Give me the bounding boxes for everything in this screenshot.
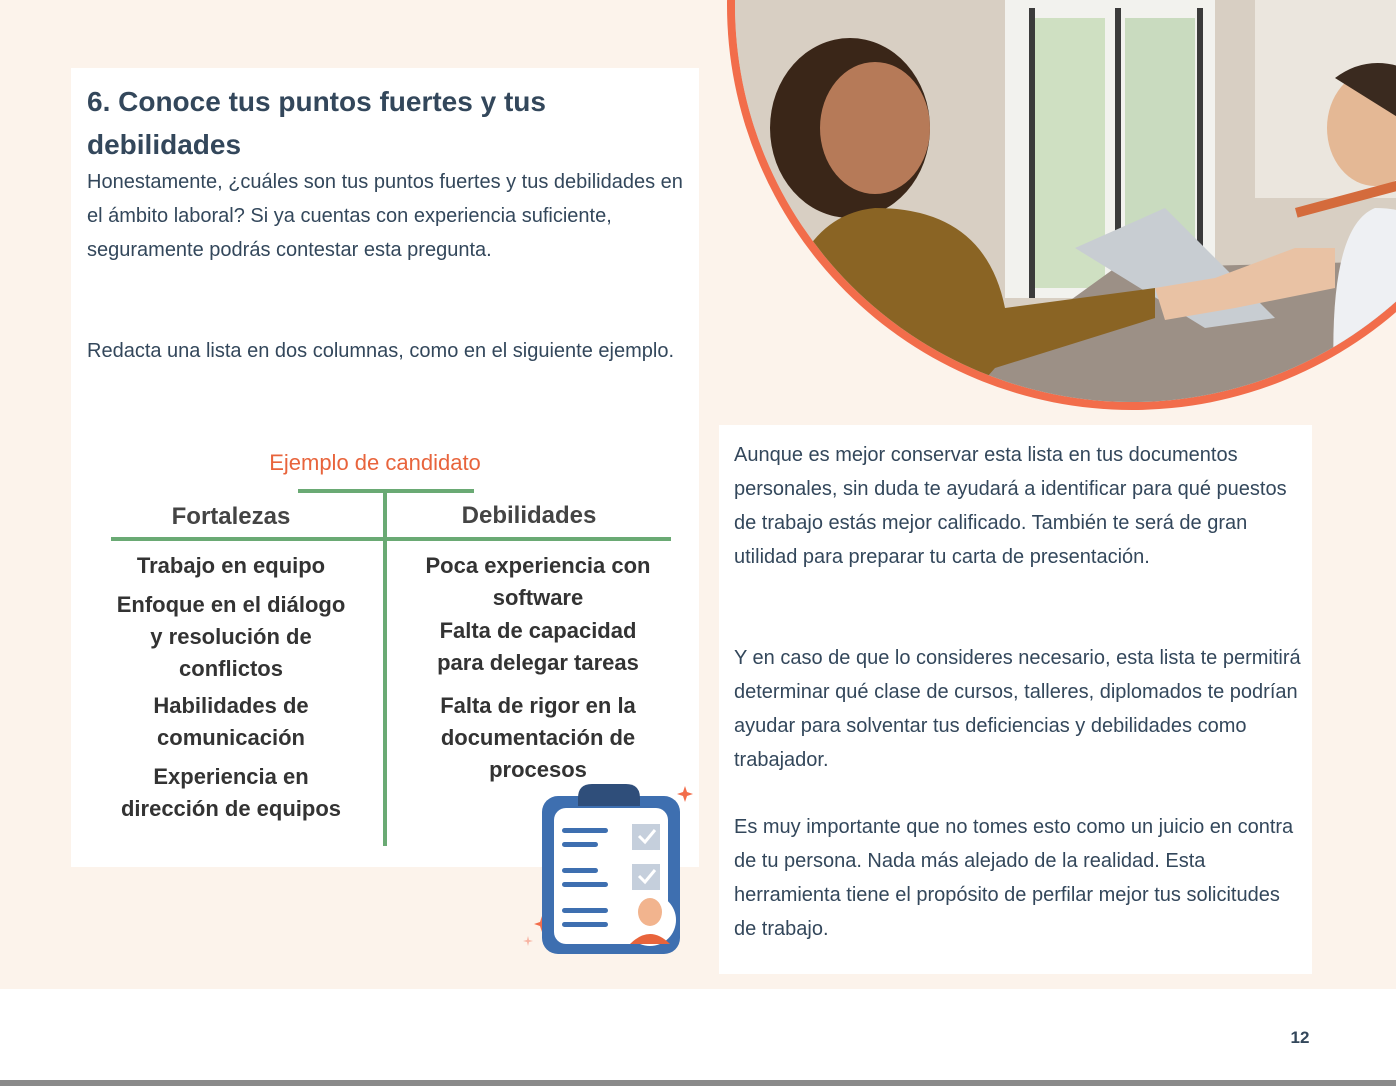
intro-paragraph: Honestamente, ¿cuáles son tus puntos fuertes y tus debilidades en el ámbito laboral? Si ya cuentas con experiencia suficiente, seguramente podrás contestar esta pregunta.: [87, 171, 683, 261]
weaknesses-header: Debilidades: [461, 502, 597, 529]
weakness-item: Poca experiencia con software: [425, 553, 651, 610]
strengths-header: Fortalezas: [171, 503, 291, 530]
right-paragraph-2: Y en caso de que lo consideres necesario, esta lista te permitirá determinar qué clase de cursos, talleres, diplomados te podrían ayudar para solventar tus deficiencias y debilidades como trabajador.: [734, 647, 1301, 771]
right-paragraph-3: Es muy importante que no tomes esto como un juicio en contra de tu persona. Nada más alejado de la realidad. Esta herramienta tiene el propósito de perfilar mejor tus solicitudes de trabajo.: [734, 816, 1294, 940]
strength-item: Enfoque en el diálogo y resolución de conflictos: [116, 592, 346, 681]
weakness-item: Falta de capacidad para delegar tareas: [437, 618, 639, 675]
strength-item: Habilidades de comunicación: [153, 693, 309, 750]
section-title: 6. Conoce tus puntos fuertes y tus debilidades: [87, 86, 546, 160]
clipboard-checklist-icon: [520, 780, 695, 960]
header-divider-line: [111, 537, 671, 541]
page-number: 12: [1290, 1028, 1310, 1047]
strength-item: Experiencia en dirección de equipos: [120, 764, 342, 821]
vertical-divider-line: [383, 489, 387, 846]
example-title: Ejemplo de candidato: [269, 450, 481, 475]
weakness-item: Falta de rigor en la documentación de procesos: [440, 693, 636, 782]
bottom-scroll-divider: [0, 1080, 1396, 1086]
instruction-paragraph: Redacta una lista en dos columnas, como en el siguiente ejemplo.: [87, 340, 675, 362]
strength-item: Trabajo en equipo: [136, 553, 326, 578]
right-paragraph-1: Aunque es mejor conservar esta lista en tus documentos personales, sin duda te ayudará a identificar para qué puestos de trabajo estás mejor calificado. También te será de gran utilidad para preparar tu carta de presentación.: [734, 444, 1287, 568]
